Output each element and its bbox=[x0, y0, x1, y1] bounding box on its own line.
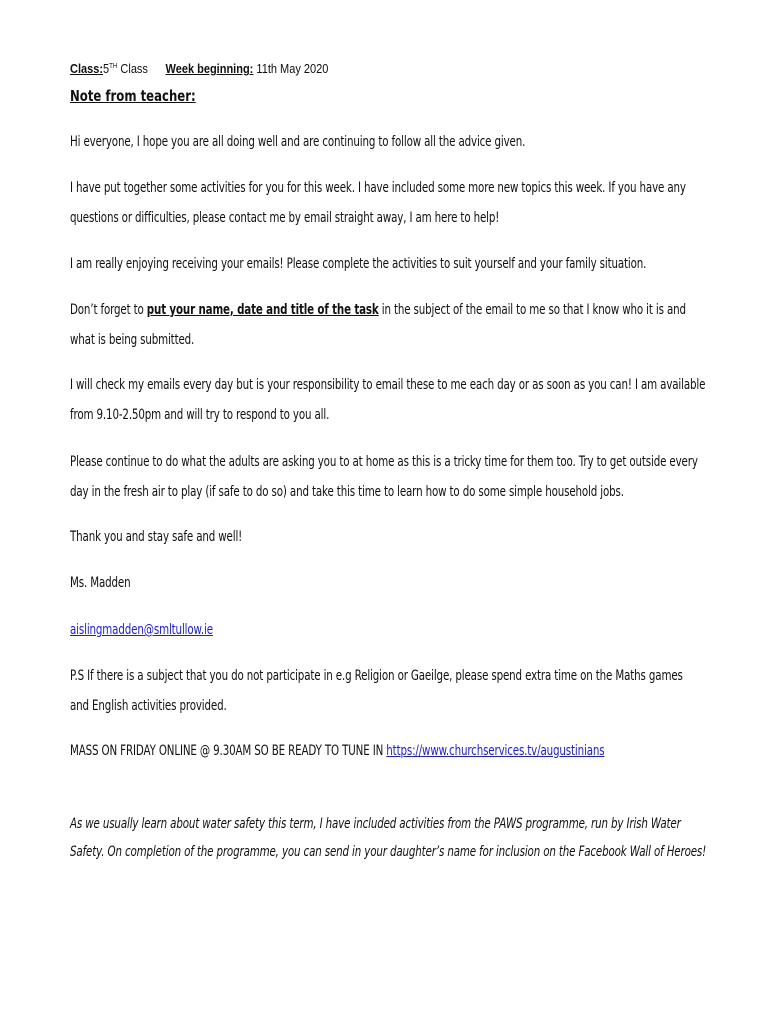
mass-text: MASS ON FRIDAY ONLINE @ 9.30AM SO BE READY TO TUNE IN bbox=[70, 743, 387, 759]
paragraph-activities-line1: I have put together some activities for you for this week. I have included some more new topics this week. If you have any bbox=[70, 180, 686, 196]
ps-line1: P.S If there is a subject that you do not participate in e.g Religion or Gaeilge, please spend extra time on the Maths games bbox=[70, 668, 683, 684]
paragraph-check-line1: I will check my emails every day but is your responsibility to email these to me each day or as soon as you can! I am available bbox=[70, 377, 706, 393]
paragraph-emails: I am really enjoying receiving your emails! Please complete the activities to suit yourself and your family situation. bbox=[70, 256, 647, 272]
note-title: Note from teacher: bbox=[70, 87, 196, 105]
week-label: Week beginning: bbox=[165, 62, 254, 76]
paragraph-continue-line1: Please continue to do what the adults are asking you to at home as this is a tricky time for them too. Try to get outside every bbox=[70, 454, 698, 470]
paragraph-subject-line2: what is being submitted. bbox=[70, 332, 195, 348]
signoff-name: Ms. Madden bbox=[70, 575, 131, 591]
class-week-header bbox=[70, 62, 328, 76]
class-number: 5 bbox=[103, 62, 110, 76]
week-value: 11th May 2020 bbox=[253, 62, 329, 76]
water-safety-line2: Safety. On completion of the programme, you can send in your daughter’s name for inclusion on the Facebook Wall of Heroes! bbox=[70, 844, 707, 860]
paragraph-thanks: Thank you and stay safe and well! bbox=[70, 529, 243, 545]
subject-emphasis: put your name, date and title of the task bbox=[146, 302, 379, 318]
paragraph-subject-line1 bbox=[70, 302, 686, 318]
class-superscript: TH bbox=[109, 62, 118, 70]
mass-notice bbox=[70, 743, 604, 759]
mass-link[interactable]: https://www.churchservices.tv/augustinians bbox=[386, 743, 605, 759]
paragraph-continue-line2: day in the fresh air to play (if safe to do so) and take this time to learn how to do some simple household jobs. bbox=[70, 484, 624, 500]
water-safety-line1: As we usually learn about water safety this term, I have included activities from the PAWS programme, run by Irish Water bbox=[70, 816, 681, 832]
subject-post: in the subject of the email to me so that I know who it is and bbox=[378, 302, 686, 318]
class-label: Class: bbox=[70, 62, 104, 76]
paragraph-greeting: Hi everyone, I hope you are all doing well and are continuing to follow all the advice given. bbox=[70, 134, 526, 150]
class-word: Class bbox=[117, 62, 148, 76]
paragraph-check-line2: from 9.10-2.50pm and will try to respond to you all. bbox=[70, 407, 330, 423]
email-link[interactable]: aislingmadden@smltullow.ie bbox=[70, 622, 213, 638]
subject-pre: Don’t forget to bbox=[70, 302, 147, 318]
ps-line2: and English activities provided. bbox=[70, 698, 227, 714]
paragraph-activities-line2: questions or difficulties, please contact me by email straight away, I am here to help! bbox=[70, 210, 500, 226]
